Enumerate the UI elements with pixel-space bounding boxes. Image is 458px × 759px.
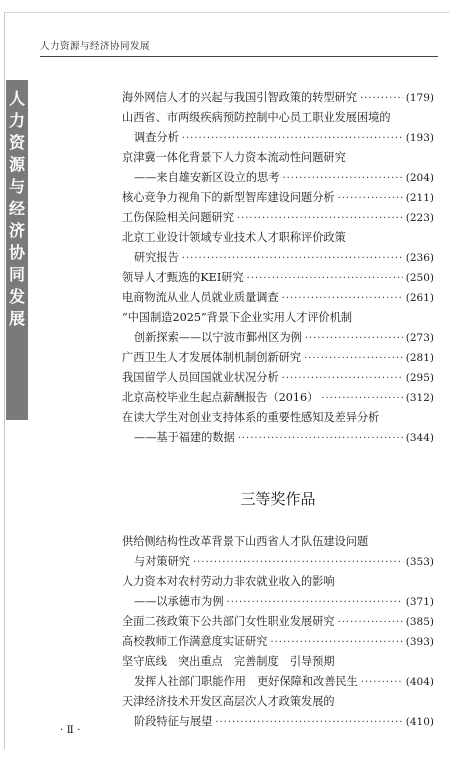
toc-title-text: 北京工业设计领域专业技术人才职称评价政策: [122, 231, 346, 244]
toc-page-number: (273): [405, 332, 434, 344]
toc-title-text: ——以承德市为例: [134, 595, 224, 608]
toc-title-text: ——基于福建的数据: [134, 431, 235, 444]
toc-title-text: 调查分析: [134, 131, 179, 144]
side-tab-char: 协: [8, 243, 25, 262]
toc-entry[interactable]: [122, 388, 434, 408]
toc-line: [122, 148, 434, 168]
page-edge-top: [4, 12, 450, 13]
toc-line: [122, 108, 434, 128]
running-header: 人力资源与经济协同发展: [40, 41, 151, 52]
dot-leader: [282, 289, 403, 309]
toc-line: [122, 388, 434, 408]
toc-entry[interactable]: [122, 532, 434, 572]
toc-page-number: (204): [405, 172, 434, 184]
toc-page-number: (193): [405, 132, 434, 144]
toc-title-text: 研究报告: [134, 251, 179, 264]
toc-title-text: “中国制造2025”背景下企业实用人才评价机制: [122, 311, 353, 324]
toc-title-text: 发挥人社部门职能作用 更好保障和改善民生: [134, 675, 358, 688]
toc-part-1: [122, 88, 434, 448]
toc-entry[interactable]: [122, 612, 434, 632]
toc-part-2: [122, 532, 434, 732]
toc-title-text: 山西省、市两级疾病预防控制中心员工职业发展困境的: [122, 111, 391, 124]
dot-leader: [247, 269, 403, 289]
side-tab-char: 资: [8, 133, 25, 152]
toc-line: [122, 612, 434, 632]
toc-entry[interactable]: [122, 108, 434, 148]
side-tab-char: 经: [8, 199, 25, 218]
toc-title-text: 阶段特征与展望: [134, 715, 213, 728]
toc-title-text: 电商物流从业人员就业质量调查: [122, 291, 279, 304]
toc-entry[interactable]: [122, 288, 434, 308]
page-edge-left: [4, 12, 5, 749]
toc-title-text: 北京高校毕业生起点薪酬报告（2016）: [122, 391, 319, 404]
toc-page-number: (344): [405, 432, 434, 444]
toc-title-text: 全面二孩政策下公共部门女性职业发展研究: [122, 615, 335, 628]
toc-page-number: (179): [405, 92, 434, 104]
toc-title-text: 京津冀一体化背景下人力资本流动性问题研究: [122, 151, 346, 164]
toc-entry[interactable]: [122, 408, 434, 448]
toc-page-number: (371): [405, 596, 434, 608]
toc-entry[interactable]: [122, 188, 434, 208]
toc-line: [122, 692, 434, 712]
dot-leader: [321, 389, 402, 409]
page-number: · Ⅱ ·: [60, 724, 81, 736]
toc-page-number: (404): [405, 676, 434, 688]
toc-page-number: (410): [405, 716, 434, 728]
toc-page-number: (211): [405, 192, 434, 204]
side-tab-char: 与: [8, 177, 25, 196]
toc-title-text: 在读大学生对创业支持体系的重要性感知及差异分析: [122, 411, 380, 424]
toc-title-text: 人力资本对农村劳动力非农就业收入的影响: [122, 575, 335, 588]
toc-entry[interactable]: [122, 148, 434, 188]
toc-title-text: 我国留学人员回国就业状况分析: [122, 371, 279, 384]
toc-entry[interactable]: [122, 88, 434, 108]
dot-leader: [227, 593, 403, 613]
toc-line: [122, 572, 434, 592]
toc-line: [122, 652, 434, 672]
toc-entry[interactable]: [122, 208, 434, 228]
dot-leader: [360, 89, 403, 109]
side-tab-char: 同: [8, 265, 25, 284]
toc-line: [122, 128, 434, 148]
dot-leader: [338, 189, 403, 209]
dot-leader: [238, 429, 403, 449]
toc-line: [122, 428, 434, 448]
toc-line: [122, 288, 434, 308]
toc-line: [122, 328, 434, 348]
side-tab-char: 展: [8, 309, 25, 328]
toc-title-text: 坚守底线 突出重点 完善制度 引导预期: [122, 655, 335, 668]
toc-line: [122, 712, 434, 732]
toc-line: [122, 672, 434, 692]
toc-page-number: (236): [405, 252, 434, 264]
toc-title-text: 领导人才甄选的KEI研究: [122, 271, 244, 284]
toc-title-text: 工伤保险相关问题研究: [122, 211, 234, 224]
toc-line: [122, 308, 434, 328]
dot-leader: [270, 633, 402, 653]
toc-title-text: 高校教师工作满意度实证研究: [122, 635, 268, 648]
toc-page-number: (250): [405, 272, 434, 284]
side-tab-char: 发: [8, 287, 25, 306]
dot-leader: [237, 209, 403, 229]
dot-leader: [304, 349, 403, 369]
dot-leader: [193, 553, 403, 573]
side-tab-char: 力: [8, 111, 25, 130]
toc-entry[interactable]: [122, 348, 434, 368]
toc-line: [122, 248, 434, 268]
side-tab-char: 济: [8, 221, 25, 240]
toc-line: [122, 348, 434, 368]
toc-line: [122, 532, 434, 552]
toc-page-number: (223): [405, 212, 434, 224]
dot-leader: [305, 329, 403, 349]
toc-line: [122, 592, 434, 612]
toc-page-number: (261): [405, 292, 434, 304]
toc-title-text: 天津经济技术开发区高层次人才政策发展的: [122, 695, 335, 708]
toc-entry[interactable]: [122, 632, 434, 652]
toc-line: [122, 208, 434, 228]
toc-entry[interactable]: [122, 228, 434, 268]
dot-leader: [361, 673, 403, 693]
toc-line: [122, 268, 434, 288]
toc-line: [122, 188, 434, 208]
dot-leader: [338, 613, 403, 633]
toc-page-number: (385): [405, 616, 434, 628]
toc-line: [122, 168, 434, 188]
toc-entry[interactable]: [122, 308, 434, 348]
toc-entry[interactable]: [122, 268, 434, 288]
toc-line: [122, 368, 434, 388]
toc-title-text: 供给侧结构性改革背景下山西省人才队伍建设问题: [122, 535, 369, 548]
toc-title-text: 创新探索——以宁波市鄞州区为例: [134, 331, 302, 344]
toc-page-number: (393): [405, 636, 434, 648]
section-title: 三等奖作品: [240, 490, 316, 508]
toc-entry[interactable]: [122, 692, 434, 732]
side-tab: [6, 80, 28, 420]
dot-leader: [282, 369, 403, 389]
toc-entry[interactable]: [122, 368, 434, 388]
toc-page-number: (295): [405, 372, 434, 384]
dot-leader: [182, 249, 403, 269]
table-of-contents: [122, 88, 434, 732]
toc-line: [122, 552, 434, 572]
toc-entry[interactable]: [122, 572, 434, 612]
header-rule: [40, 56, 438, 57]
toc-page-number: (281): [405, 352, 434, 364]
toc-title-text: 海外网信人才的兴起与我国引智政策的转型研究: [122, 91, 357, 104]
toc-title-text: ——来自雄安新区设立的思考: [134, 171, 280, 184]
toc-line: [122, 408, 434, 428]
toc-entry[interactable]: [122, 652, 434, 692]
toc-title-text: 核心竞争力视角下的新型智库建设问题分析: [122, 191, 335, 204]
toc-title-text: 广西卫生人才发展体制机制创新研究: [122, 351, 302, 364]
toc-title-text: 与对策研究: [134, 555, 190, 568]
dot-leader: [182, 129, 403, 149]
side-tab-char: 人: [8, 89, 25, 108]
toc-line: [122, 88, 434, 108]
toc-page-number: (353): [405, 556, 434, 568]
toc-line: [122, 632, 434, 652]
toc-line: [122, 228, 434, 248]
dot-leader: [215, 713, 402, 733]
dot-leader: [282, 169, 402, 189]
toc-page-number: (312): [405, 392, 434, 404]
side-tab-char: 源: [8, 155, 25, 174]
